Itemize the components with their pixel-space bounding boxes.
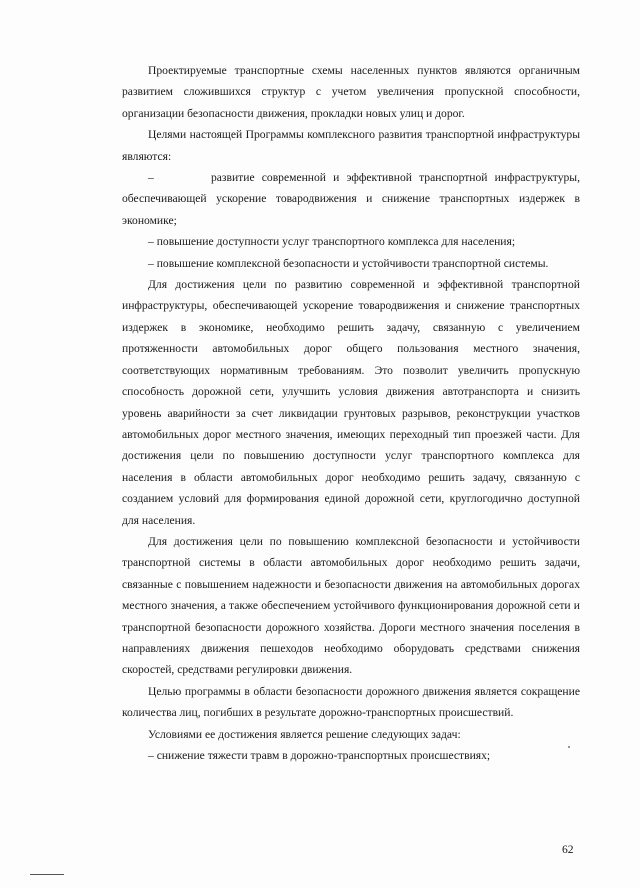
footer-rule bbox=[30, 874, 64, 875]
paragraph: Для достижения цели по повышению комплексной безопасности и устойчивости транспортной системы в области автомобильных дорог необходимо решить задачи, связанные с повышением надежности и безопасности движения на автомобильных дорогах местного значения, а также обеспечением устойчивого функционирования дорожной сети и транспортной безопасности дорожного хозяйства. Дороги местного значения поселения в направлениях движения пешеходов необходимо оборудовать средствами снижения скоростей, средствами регулировки движения. bbox=[122, 534, 580, 677]
paragraph: Проектируемые транспортные схемы населенных пунктов являются органичным развитием сложившихся структур с учетом увеличения пропускной способности, организации безопасности движения, прокладки новых улиц и дорог. bbox=[122, 64, 580, 120]
paragraph: Целями настоящей Программы комплексного развития транспортной инфраструктуры являются: bbox=[122, 128, 580, 163]
list-item: – повышение комплексной безопасности и устойчивости транспортной системы. bbox=[148, 256, 549, 270]
page-number: 62 bbox=[562, 843, 574, 856]
paragraph: Для достижения цели по развитию современной и эффективной транспортной инфраструктуры, обеспечивающей ускорение товародвижения и снижение транспортных издержек в экономике, необходимо решить задачу, связанную с увеличением протяженности автомобильных дорог общего пользования местного значения, соответствующих нормативным требованиям. Это позволит увеличить пропускную способность дорожной сети, улучшить условия движения автотранспорта и снизить уровень аварийности за счет ликвидации грунтовых разрывов, реконструкции участков автомобильных дорог местного значения, имеющих переходный тип проезжей части. Для достижения цели по повышению доступности услуг транспортного комплекса для населения в области автомобильных дорог необходимо решить задачу, связанную с созданием условий для формирования единой дорожной сети, круглогодично доступной для населения. bbox=[122, 278, 580, 527]
list-item: – снижение тяжести травм в дорожно-транспортных происшествиях; bbox=[148, 749, 491, 762]
paragraph: Целью программы в области безопасности дорожного движения является сокращение количества лиц, погибших в результате дорожно-транспортных происшествий. bbox=[122, 684, 580, 720]
list-item: – развитие современной и эффективной транспортной инфраструктуры, обеспечивающей ускорение товародвижения и снижение транспортных издержек в экономике; bbox=[122, 171, 583, 227]
paragraph: Условиями ее достижения является решение следующих задач: bbox=[148, 727, 461, 741]
scan-speck bbox=[568, 746, 570, 748]
list-item: – повышение доступности услуг транспортного комплекса для населения; bbox=[148, 235, 516, 249]
body-text bbox=[122, 60, 583, 766]
